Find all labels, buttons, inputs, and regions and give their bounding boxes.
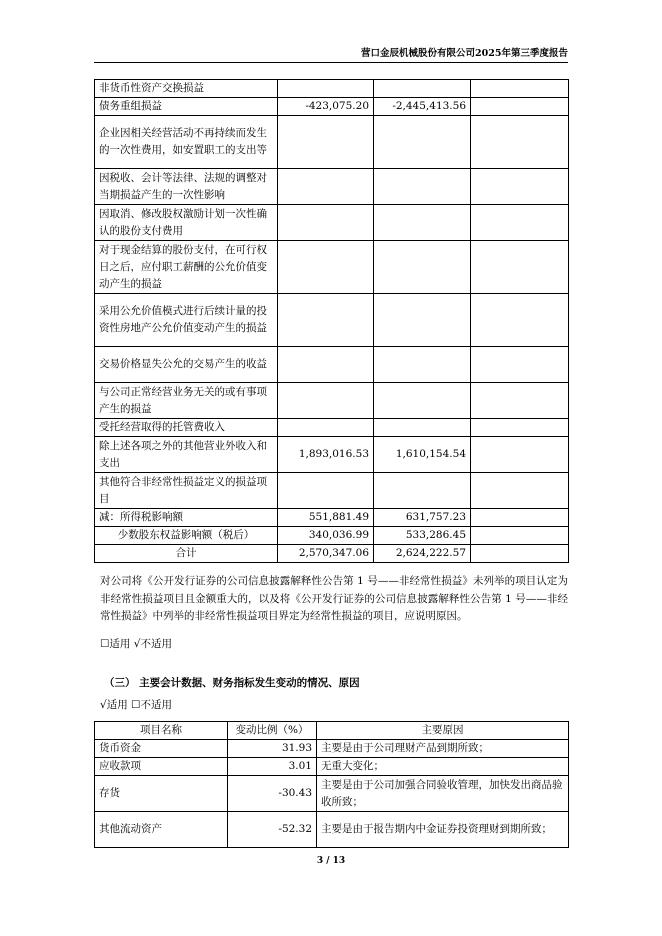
- table-header-row: [95, 722, 569, 740]
- row-value-3: [471, 205, 569, 241]
- row-value-1: [278, 294, 374, 347]
- header-item-name: 项目名称: [95, 722, 228, 740]
- table-row: [95, 80, 569, 98]
- row-value-3: [471, 80, 569, 98]
- row-value-3: [471, 437, 569, 473]
- row-value-3: [471, 294, 569, 347]
- row-value-1: 551,881.49: [278, 509, 374, 527]
- row-reason: 主要是由于公司加强合同验收管理，加快发出商品验收所致；: [317, 776, 569, 812]
- row-item: 与公司正常经营业务无关的或有事项产生的损益: [95, 383, 278, 419]
- table-row: [95, 241, 569, 294]
- row-value-2: [374, 80, 471, 98]
- row-ratio: 31.93: [228, 740, 317, 758]
- row-value-3: [471, 347, 569, 383]
- note-applicability: ☐适用 √不适用: [100, 638, 172, 650]
- table-row: [95, 347, 569, 383]
- non-recurring-gains-table: [94, 79, 569, 563]
- indicator-changes-table: [94, 721, 569, 848]
- page-number: 3 / 13: [316, 856, 346, 866]
- explanatory-note: 对公司将《公开发行证券的公司信息披露解释性公告第 1 号——非经常性损益》未列举的项目认定为非经常性损益项目且金额重大的，以及将《公开发行证券的公司信息披露解释性公告第 1 号——非经常性损益》中列举的非经常性损益项目界定为经常性损益的项目，应说明原因。: [100, 575, 568, 622]
- row-value-2: 2,624,222.57: [374, 545, 471, 563]
- row-value-2: 631,757.23: [374, 509, 471, 527]
- row-value-3: [471, 169, 569, 205]
- row-item: 债务重组损益: [95, 98, 278, 116]
- row-item: 对于现金结算的股份支付，在可行权日之后，应付职工薪酬的公允价值变动产生的损益: [95, 241, 278, 294]
- header-divider: [94, 62, 568, 63]
- row-value-1: -423,075.20: [278, 98, 374, 116]
- table-row: [95, 294, 569, 347]
- row-value-2: 1,610,154.54: [374, 437, 471, 473]
- row-value-3: [471, 383, 569, 419]
- header-change-ratio: 变动比例（%）: [228, 722, 317, 740]
- row-value-3: [471, 473, 569, 509]
- row-value-2: 533,286.45: [374, 527, 471, 545]
- header-main-reason: 主要原因: [317, 722, 569, 740]
- row-name: 其他流动资产: [95, 812, 228, 848]
- row-value-3: [471, 545, 569, 563]
- table-row: [95, 740, 569, 758]
- row-value-1: [278, 80, 374, 98]
- row-value-3: [471, 116, 569, 169]
- row-item: 除上述各项之外的其他营业外收入和支出: [95, 437, 278, 473]
- row-value-1: [278, 419, 374, 437]
- row-value-3: [471, 98, 569, 116]
- row-name: 应收款项: [95, 758, 228, 776]
- row-value-3: [471, 509, 569, 527]
- row-value-1: 340,036.99: [278, 527, 374, 545]
- row-item: 受托经营取得的托管费收入: [95, 419, 278, 437]
- row-value-3: [471, 527, 569, 545]
- row-value-1: [278, 169, 374, 205]
- row-ratio: -52.32: [228, 812, 317, 848]
- row-value-3: [471, 241, 569, 294]
- row-item: 其他符合非经常性损益定义的损益项目: [95, 473, 278, 509]
- table-row: [95, 509, 569, 527]
- row-item: 减：所得税影响额: [95, 509, 278, 527]
- row-value-2: [374, 383, 471, 419]
- row-value-1: [278, 241, 374, 294]
- section-applicability: √适用 ☐不适用: [100, 699, 172, 711]
- report-header: 营口金辰机械股份有限公司2025年第三季度报告: [361, 48, 568, 59]
- row-value-2: [374, 419, 471, 437]
- table-row: [95, 419, 569, 437]
- row-value-2: [374, 205, 471, 241]
- row-value-2: [374, 241, 471, 294]
- row-reason: 主要是由于公司理财产品到期所致；: [317, 740, 569, 758]
- row-item: 采用公允价值模式进行后续计量的投资性房地产公允价值变动产生的损益: [95, 294, 278, 347]
- row-ratio: -30.43: [228, 776, 317, 812]
- row-value-1: [278, 347, 374, 383]
- row-value-1: [278, 205, 374, 241]
- row-item: 因税收、会计等法律、法规的调整对当期损益产生的一次性影响: [95, 169, 278, 205]
- row-item: 非货币性资产交换损益: [95, 80, 278, 98]
- section-title: （三） 主要会计数据、财务指标发生变动的情况、原因: [104, 677, 360, 689]
- row-item: 合计: [95, 545, 278, 563]
- row-value-3: [471, 419, 569, 437]
- row-name: 存货: [95, 776, 228, 812]
- table-row: [95, 812, 569, 848]
- table-row: [95, 169, 569, 205]
- row-item: 少数股东权益影响额（税后）: [95, 527, 278, 545]
- table-row: [95, 98, 569, 116]
- row-reason: 无重大变化；: [317, 758, 569, 776]
- row-value-1: [278, 473, 374, 509]
- table-row: [95, 758, 569, 776]
- table-row: [95, 473, 569, 509]
- row-reason: 主要是由于报告期内中金证券投资理财到期所致；: [317, 812, 569, 848]
- row-value-1: 1,893,016.53: [278, 437, 374, 473]
- row-value-2: -2,445,413.56: [374, 98, 471, 116]
- row-value-1: [278, 116, 374, 169]
- row-value-2: [374, 473, 471, 509]
- row-item: 因取消、修改股权激励计划一次性确认的股份支付费用: [95, 205, 278, 241]
- table-row-total: [95, 545, 569, 563]
- table-row: [95, 383, 569, 419]
- table-row: [95, 437, 569, 473]
- table-row: [95, 776, 569, 812]
- row-item: 企业因相关经营活动不再持续而发生的一次性费用，如安置职工的支出等: [95, 116, 278, 169]
- row-item: 交易价格显失公允的交易产生的收益: [95, 347, 278, 383]
- row-value-2: [374, 294, 471, 347]
- row-value-2: [374, 347, 471, 383]
- table-row: [95, 205, 569, 241]
- table-row: [95, 527, 569, 545]
- row-value-2: [374, 169, 471, 205]
- row-name: 货币资金: [95, 740, 228, 758]
- row-value-2: [374, 116, 471, 169]
- row-value-1: [278, 383, 374, 419]
- row-ratio: 3.01: [228, 758, 317, 776]
- table-row: [95, 116, 569, 169]
- row-value-1: 2,570,347.06: [278, 545, 374, 563]
